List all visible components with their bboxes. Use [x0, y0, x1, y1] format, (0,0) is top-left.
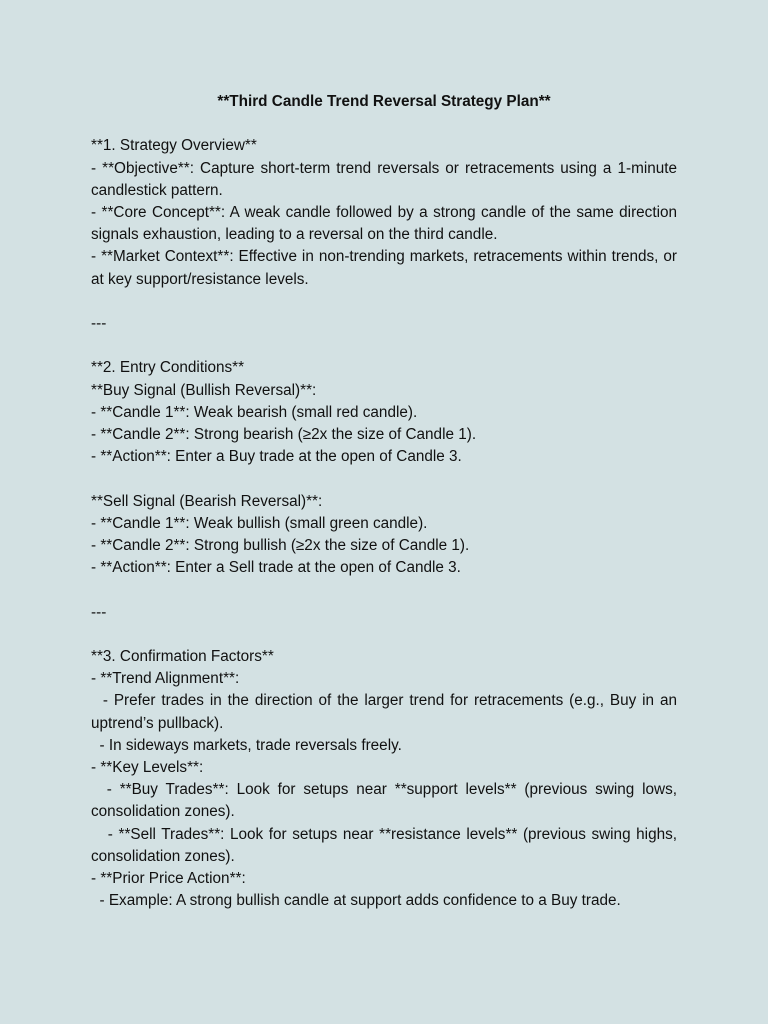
buy-trades-item: - **Buy Trades**: Look for setups near **support levels** (previous swing lows, consolidation zones). [91, 781, 682, 821]
buy-action-item: - **Action**: Enter a Buy trade at the open of Candle 3. [91, 448, 462, 466]
sell-candle-1-item: - **Candle 1**: Weak bullish (small green candle). [91, 514, 428, 532]
key-levels-item: - **Key Levels**: [91, 758, 204, 776]
objective-item: - **Objective**: Capture short-term trend reversals or retracements using a 1-minute candlestick pattern. [91, 159, 677, 199]
spacer [91, 113, 677, 135]
sell-action-item: - **Action**: Enter a Sell trade at the open of Candle 3. [91, 559, 461, 577]
sell-candle-2-item: - **Candle 2**: Strong bullish (≥2x the size of Candle 1). [91, 536, 470, 554]
spacer [91, 579, 677, 601]
trend-alignment-item: - **Trend Alignment**: [91, 670, 240, 688]
example-item: - Example: A strong bullish candle at support adds confidence to a Buy trade. [91, 892, 621, 910]
core-concept-item: - **Core Concept**: A weak candle followed by a strong candle of the same direction signals exhaustion, leading to a reversal on the third candle. [91, 203, 677, 244]
spacer [91, 335, 677, 357]
spacer [91, 291, 677, 313]
section-2-heading: **2. Entry Conditions** [91, 359, 245, 377]
sell-signal-heading: **Sell Signal (Bearish Reversal)**: [91, 492, 323, 510]
separator: --- [91, 603, 107, 621]
trend-sideways-item: - In sideways markets, trade reversals freely. [91, 736, 402, 754]
trend-prefer-item: - Prefer trades in the direction of the larger trend for retracements (e.g., Buy in an uptrend’s pullback). [91, 692, 682, 732]
buy-signal-heading: **Buy Signal (Bullish Reversal)**: [91, 381, 317, 399]
spacer [91, 624, 677, 646]
separator: --- [91, 314, 107, 332]
spacer [91, 468, 677, 490]
market-context-item: - **Market Context**: Effective in non-trending markets, retracements within trends, or at key support/resistance levels. [91, 248, 677, 288]
section-3-heading: **3. Confirmation Factors** [91, 647, 274, 665]
buy-candle-1-item: - **Candle 1**: Weak bearish (small red candle). [91, 403, 418, 421]
prior-price-action-item: - **Prior Price Action**: [91, 870, 246, 887]
section-1-heading: **1. Strategy Overview** [91, 137, 257, 155]
sell-trades-item: - **Sell Trades**: Look for setups near **resistance levels** (previous swing highs, consolidation zones). [91, 825, 682, 865]
document-title: **Third Candle Trend Reversal Strategy Plan** [217, 93, 551, 110]
buy-candle-2-item: - **Candle 2**: Strong bearish (≥2x the size of Candle 1). [91, 425, 477, 443]
